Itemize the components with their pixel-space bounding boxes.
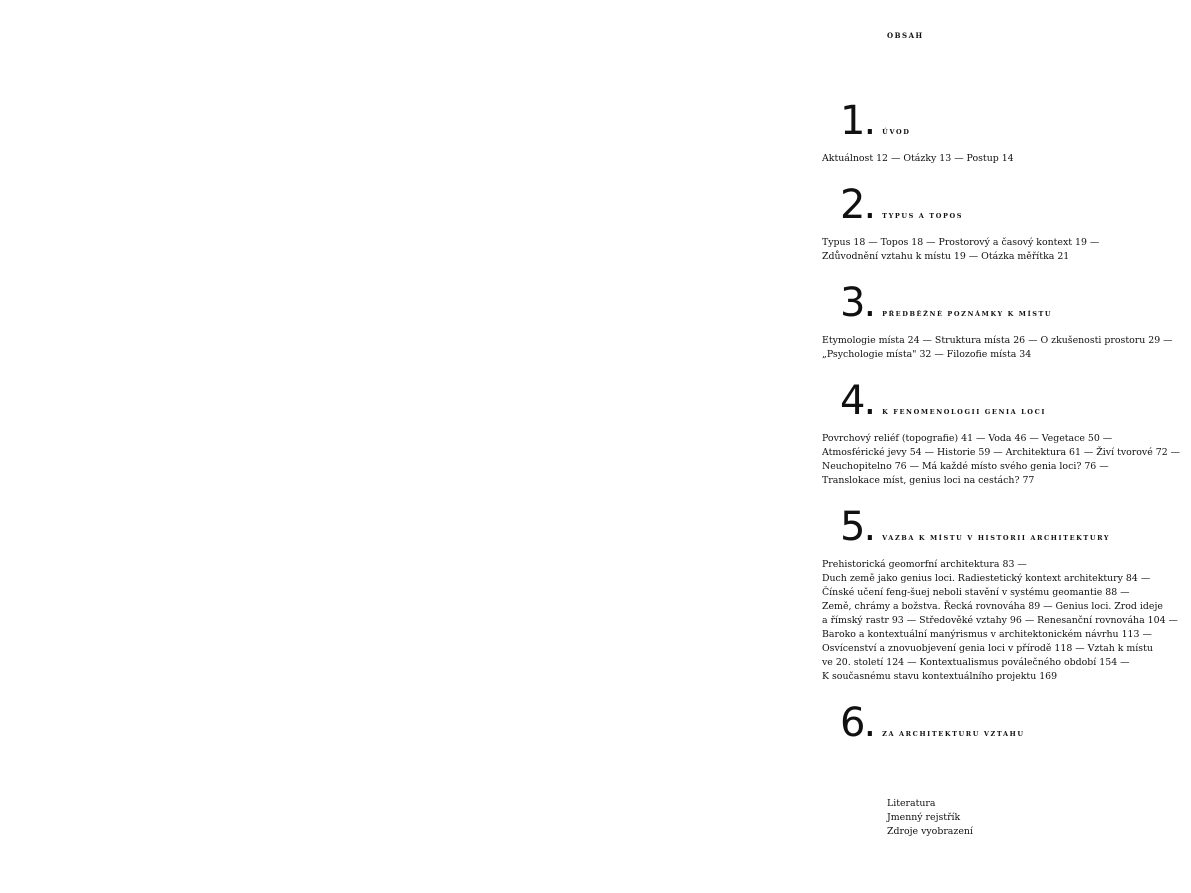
chapter-number: 3 <box>840 280 866 326</box>
chapter-number: 2 <box>840 182 866 228</box>
contents-line: ve 20. století 124 — Kontextualismus poválečného období 154 — <box>822 657 1130 668</box>
chapter-heading-4 <box>840 378 1046 424</box>
contents-line: Etymologie místa 24 — Struktura místa 26 — O zkušenosti prostoru 29 — <box>822 335 1173 346</box>
chapter-heading-6 <box>840 700 1025 746</box>
contents-line: Čínské učení feng-šuej neboli stavění v systému geomantie 88 — <box>822 587 1130 598</box>
backmatter-item-literatura: Literatura <box>887 798 936 809</box>
chapter-number-dot: . <box>863 378 877 424</box>
chapter-number-dot: . <box>863 504 877 550</box>
contents-line: Typus 18 — Topos 18 — Prostorový a časový kontext 19 — <box>822 237 1100 248</box>
chapter-contents-3 <box>822 334 1173 362</box>
contents-line: Prehistorická geomorfní architektura 83 — <box>822 559 1027 570</box>
chapter-contents-2 <box>822 236 1099 264</box>
contents-line: „Psychologie místa" 32 — Filozofie místa 34 <box>822 349 1032 360</box>
contents-line: a římský rastr 93 — Středověké vztahy 96 — Renesanční rovnováha 104 — <box>822 615 1178 626</box>
chapter-heading-1 <box>840 98 911 144</box>
contents-line: Translokace míst, genius loci na cestách? 77 <box>822 475 1035 486</box>
contents-line: K současnému stavu kontextuálního projektu 169 <box>822 671 1058 682</box>
chapter-number-dot: . <box>863 98 877 144</box>
contents-line: Zdůvodnění vztahu k místu 19 — Otázka měřítka 21 <box>822 251 1070 262</box>
contents-line: Atmosférické jevy 54 — Historie 59 — Architektura 61 — Živí tvorové 72 — <box>822 447 1181 458</box>
chapter-heading-5 <box>840 504 1111 550</box>
contents-line: Osvícenství a znovuobjevení genia loci v přírodě 118 — Vztah k místu <box>822 643 1153 654</box>
chapter-title: ZA ARCHITEKTURU VZTAHU <box>882 730 1025 738</box>
contents-line: Aktuálnost 12 — Otázky 13 — Postup 14 <box>822 153 1014 164</box>
contents-line: Baroko a kontextuální manýrismus v architektonickém návrhu 113 — <box>822 629 1152 640</box>
backmatter-list <box>887 797 973 839</box>
chapter-number: 6 <box>840 700 866 746</box>
chapter-title: ÚVOD <box>882 128 911 136</box>
chapter-contents-4 <box>822 432 1180 488</box>
chapter-number-dot: . <box>863 280 877 326</box>
contents-line: Duch země jako genius loci. Radiestetický kontext architektury 84 — <box>822 573 1151 584</box>
chapter-number: 1 <box>840 98 866 144</box>
chapter-heading-3 <box>840 280 1053 326</box>
chapter-number-dot: . <box>863 700 877 746</box>
contents-line: Neuchopitelno 76 — Má každé místo svého genia loci? 76 — <box>822 461 1109 472</box>
chapter-contents-1 <box>822 152 1014 166</box>
chapter-contents-5 <box>822 558 1178 684</box>
chapter-number: 5 <box>840 504 866 550</box>
contents-line: Země, chrámy a božstva. Řecká rovnováha 89 — Genius loci. Zrod ideje <box>822 601 1163 612</box>
contents-line: Povrchový reliéf (topografie) 41 — Voda 46 — Vegetace 50 — <box>822 433 1113 444</box>
chapter-number-dot: . <box>863 182 877 228</box>
page-title: OBSAH <box>887 31 924 40</box>
chapter-number: 4 <box>840 378 866 424</box>
chapter-title: K FENOMENOLOGII GENIA LOCI <box>882 408 1046 416</box>
chapter-heading-2 <box>840 182 964 228</box>
chapter-title: TYPUS A TOPOS <box>882 212 964 220</box>
chapter-title: PŘEDBĚŽNÉ POZNÁMKY K MÍSTU <box>882 310 1053 318</box>
backmatter-item-jmenny-rejstrik: Jmenný rejstřík <box>887 812 961 823</box>
backmatter-item-zdroje-vyobrazeni: Zdroje vyobrazení <box>887 826 973 837</box>
chapter-title: VAZBA K MÍSTU V HISTORII ARCHITEKTURY <box>882 534 1111 542</box>
